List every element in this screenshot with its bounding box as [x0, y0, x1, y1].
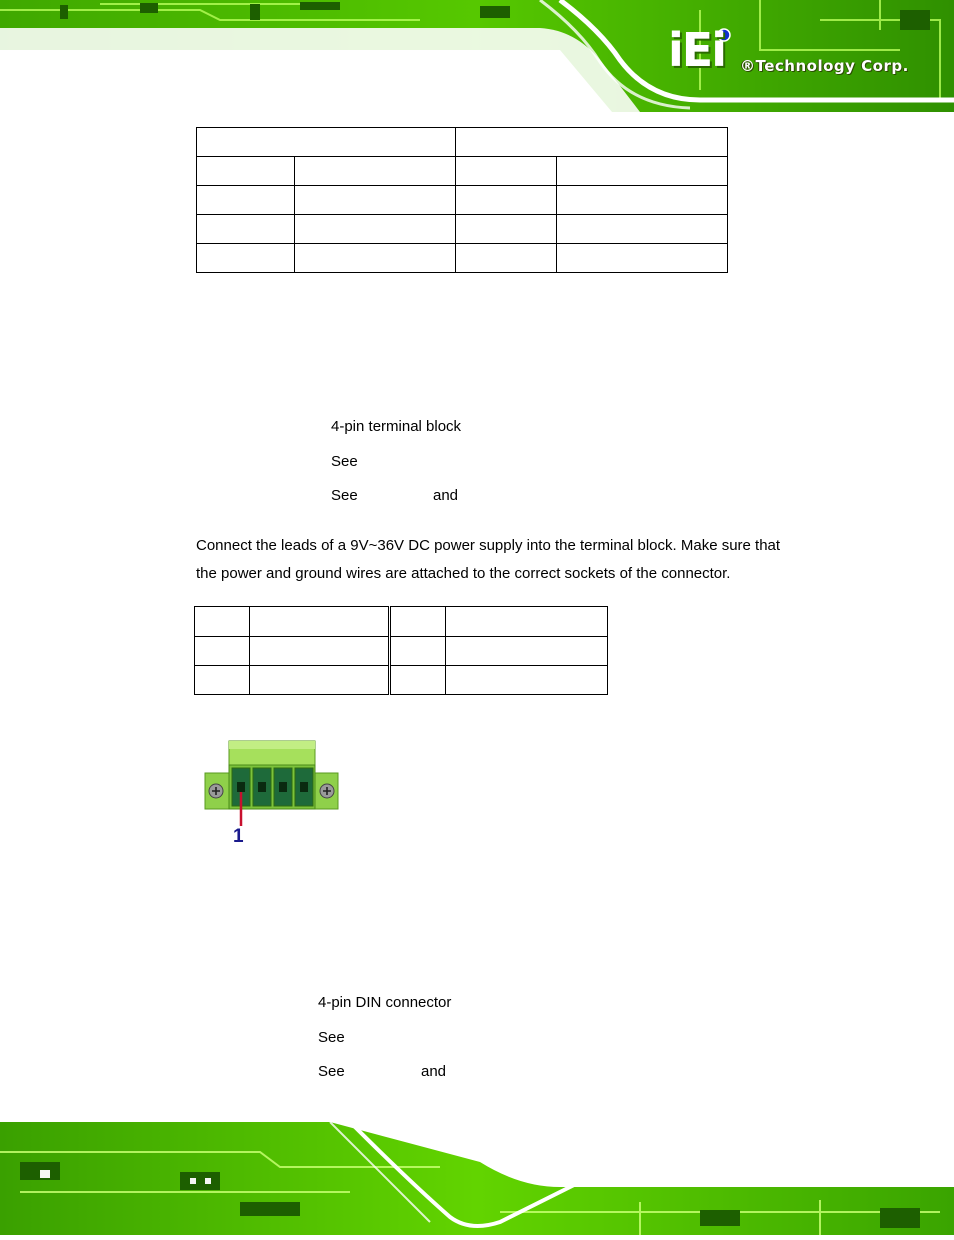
- instruction-line-1: Connect the leads of a 9V~36V DC power supply into the terminal block. Make sure that: [196, 537, 781, 554]
- company-logo-text: ®Technology Corp.: [740, 57, 909, 75]
- instruction-line-2: the power and ground wires are attached to the correct sockets of the connector.: [196, 565, 731, 582]
- table-cell: [390, 666, 446, 695]
- table-cell: [446, 666, 608, 695]
- table-cell: [557, 157, 728, 186]
- table-cell: [195, 607, 250, 637]
- table-cell: [295, 157, 456, 186]
- table-cell: [557, 244, 728, 273]
- pin-table-top: [196, 127, 728, 273]
- connector-type-value: 4-pin terminal block: [331, 418, 462, 435]
- pin-table-power: [194, 606, 608, 695]
- table-cell: [250, 607, 390, 637]
- table-header-cell: [197, 128, 456, 157]
- table-cell: [390, 637, 446, 666]
- table-cell: [195, 637, 250, 666]
- table-cell: [456, 157, 557, 186]
- table-cell: [295, 215, 456, 244]
- table-cell: [197, 157, 295, 186]
- terminal-block-diagram: [204, 740, 344, 850]
- table-cell: [197, 244, 295, 273]
- table-cell: [557, 215, 728, 244]
- table-cell: [446, 637, 608, 666]
- pinouts-see-text: See: [331, 487, 358, 504]
- table-cell: [197, 215, 295, 244]
- table-cell: [456, 244, 557, 273]
- table-cell: [295, 244, 456, 273]
- pinouts-and-text: and: [433, 487, 459, 504]
- footer-banner: [0, 1122, 954, 1235]
- table-cell: [390, 607, 446, 637]
- pinouts-and-text-2: and: [421, 1063, 447, 1080]
- table-cell: [295, 186, 456, 215]
- pcb-header-graphic: [0, 0, 954, 112]
- company-logo-mark: iEi: [668, 23, 725, 77]
- location-see-text-2: See: [318, 1029, 345, 1046]
- header-banner: [0, 0, 954, 112]
- connector-type-value-2: 4-pin DIN connector: [318, 994, 452, 1011]
- pin-1-label: 1: [233, 826, 244, 847]
- terminal-block-graphic: [204, 740, 344, 850]
- table-cell: [197, 186, 295, 215]
- pcb-footer-graphic: [0, 1122, 954, 1235]
- table-cell: [250, 637, 390, 666]
- table-header-cell: [456, 128, 728, 157]
- table-cell: [456, 186, 557, 215]
- table-cell: [557, 186, 728, 215]
- table-cell: [195, 666, 250, 695]
- table-cell: [446, 607, 608, 637]
- table-cell: [456, 215, 557, 244]
- table-cell: [250, 666, 390, 695]
- pinouts-see-text-2: See: [318, 1063, 345, 1080]
- location-see-text: See: [331, 453, 358, 470]
